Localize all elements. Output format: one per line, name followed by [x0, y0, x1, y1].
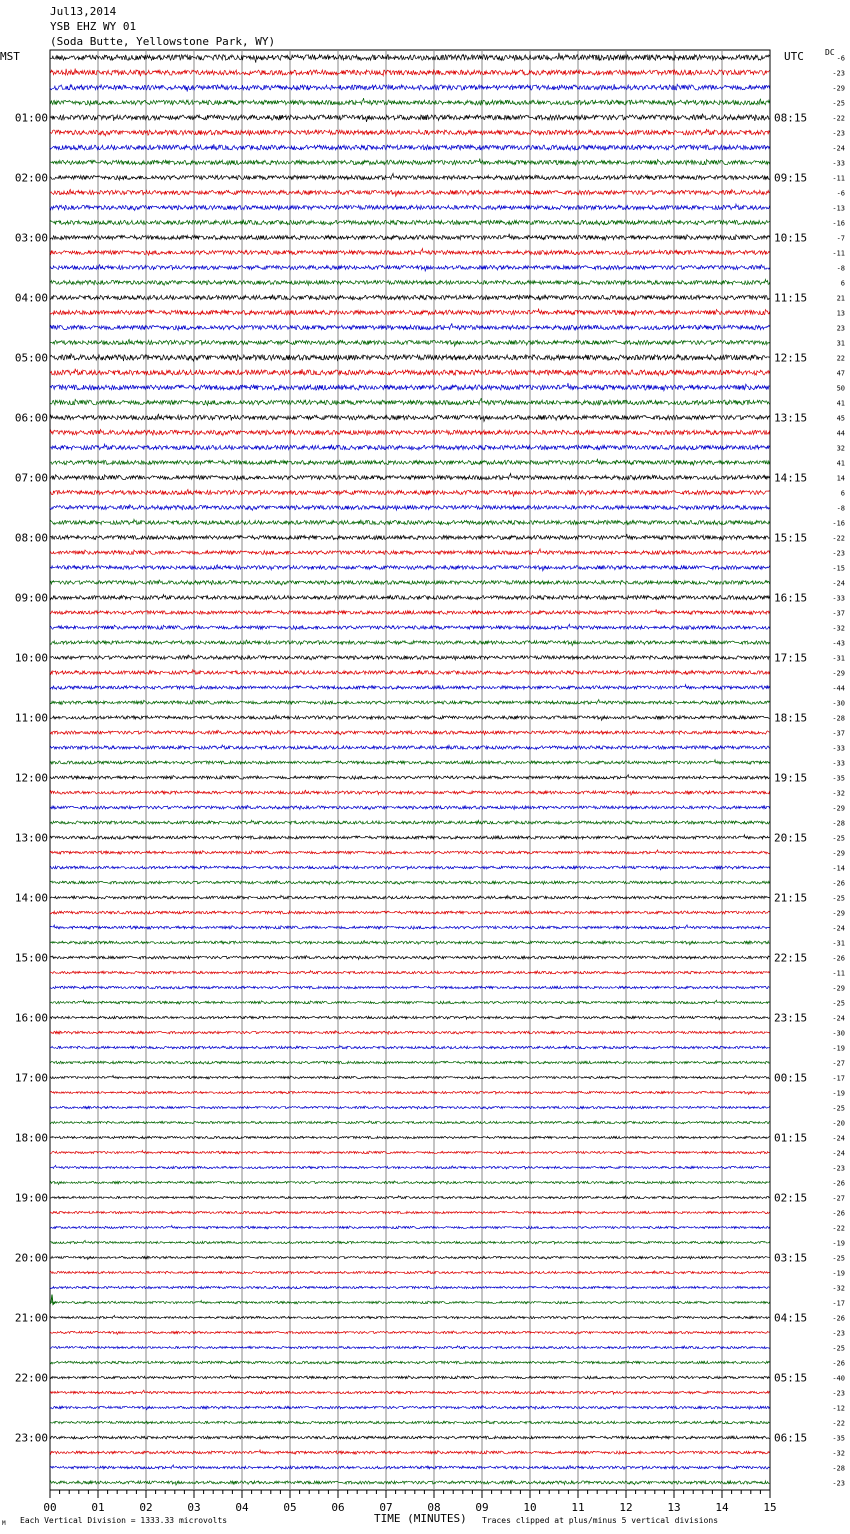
dc-offset-value: 50	[836, 384, 845, 393]
x-axis-title: TIME (MINUTES)	[374, 1512, 467, 1525]
right-hour-label: 14:15	[774, 471, 808, 485]
right-hour-label: 22:15	[774, 951, 808, 965]
seismic-trace	[50, 715, 770, 720]
seismic-trace	[50, 505, 770, 511]
dc-offset-value: -24	[832, 1149, 845, 1158]
seismic-trace	[50, 1450, 770, 1454]
x-tick-label: 11	[571, 1501, 585, 1514]
x-tick-label: 08	[427, 1501, 441, 1514]
dc-offset-value: -11	[832, 174, 845, 183]
dc-offset-value: 6	[840, 489, 845, 498]
dc-offset-value: -23	[832, 1329, 845, 1338]
dc-offset-value: -19	[832, 1239, 845, 1248]
dc-offset-value: 23	[836, 324, 845, 333]
seismic-trace	[50, 144, 770, 150]
right-hour-label: 11:15	[774, 291, 808, 305]
dc-offset-value: -27	[832, 1059, 845, 1068]
seismic-trace	[50, 925, 770, 929]
right-hour-label: 17:15	[774, 651, 808, 665]
seismic-trace	[50, 1436, 770, 1439]
left-hour-label: 22:00	[14, 1371, 48, 1385]
x-tick-label: 01	[91, 1501, 105, 1514]
x-tick-label: 13	[667, 1501, 681, 1514]
right-hour-label: 23:15	[774, 1011, 808, 1025]
seismic-trace	[50, 1271, 770, 1274]
left-hour-label: 10:00	[14, 651, 48, 665]
dc-offset-value: 32	[836, 444, 845, 453]
station-location: (Soda Butte, Yellowstone Park, WY)	[50, 35, 276, 48]
seismic-trace	[50, 53, 770, 63]
dc-offset-value: -31	[832, 939, 845, 948]
seismic-trace	[50, 383, 770, 391]
left-hour-label: 21:00	[14, 1311, 48, 1325]
seismic-trace	[50, 986, 770, 989]
x-tick-label: 05	[283, 1501, 297, 1514]
seismic-trace	[50, 866, 770, 870]
left-hour-label: 20:00	[14, 1251, 48, 1265]
right-hour-label: 13:15	[774, 411, 808, 425]
seismic-trace	[50, 1181, 770, 1185]
dc-offset-value: -25	[832, 99, 845, 108]
x-tick-label: 12	[619, 1501, 633, 1514]
left-hour-label: 05:00	[14, 351, 48, 365]
left-hour-label: 09:00	[14, 591, 48, 605]
seismic-trace	[50, 895, 770, 899]
dc-offset-value: -29	[832, 909, 845, 918]
dc-offset-value: -25	[832, 1344, 845, 1353]
left-hour-label: 08:00	[14, 531, 48, 545]
left-hour-label: 19:00	[14, 1191, 48, 1205]
seismic-trace	[50, 1106, 770, 1109]
dc-offset-value: -35	[832, 1434, 845, 1443]
seismic-trace	[50, 204, 770, 210]
dc-offset-value: -23	[832, 129, 845, 138]
dc-offset-value: -43	[832, 639, 845, 648]
dc-offset-value: -26	[832, 1314, 845, 1323]
x-tick-label: 15	[763, 1501, 777, 1514]
dc-offset-value: -33	[832, 759, 845, 768]
clip-note: Traces clipped at plus/minus 5 vertical divisions	[482, 1516, 719, 1525]
seismic-trace	[50, 1375, 770, 1379]
seismic-trace	[50, 1286, 770, 1289]
seismic-trace	[50, 354, 770, 361]
dc-offset-value: -31	[832, 654, 845, 663]
dc-offset-value: -24	[832, 1014, 845, 1023]
seismic-trace	[50, 249, 770, 256]
seismic-trace	[50, 595, 770, 600]
seismic-trace	[50, 98, 770, 105]
dc-offset-value: -11	[832, 969, 845, 978]
seismic-trace	[50, 881, 770, 885]
x-tick-label: 07	[379, 1501, 393, 1514]
seismic-trace	[50, 549, 770, 555]
dc-offset-value: -24	[832, 1134, 845, 1143]
right-hour-label: 21:15	[774, 891, 808, 905]
left-hour-label: 23:00	[14, 1431, 48, 1445]
seismic-trace	[50, 609, 770, 614]
dc-offset-value: -33	[832, 159, 845, 168]
dc-offset-value: -8	[836, 504, 845, 513]
seismic-trace	[50, 459, 770, 466]
seismic-trace	[50, 700, 770, 705]
seismic-trace	[50, 1256, 770, 1260]
seismic-trace	[50, 1481, 770, 1486]
right-hour-label: 12:15	[774, 351, 808, 365]
seismic-trace	[50, 295, 770, 300]
left-hour-label: 04:00	[14, 291, 48, 305]
seismic-trace	[50, 339, 770, 346]
seismic-trace	[50, 414, 770, 421]
dc-offset-value: -14	[832, 864, 845, 873]
dc-offset-value: -26	[832, 1209, 845, 1218]
seismic-trace	[50, 234, 770, 241]
dc-offset-value: -19	[832, 1269, 845, 1278]
seismic-trace	[50, 1000, 770, 1004]
dc-offset-value: -24	[832, 144, 845, 153]
seismic-trace	[50, 1331, 770, 1335]
left-hour-label: 06:00	[14, 411, 48, 425]
dc-offset-value: -35	[832, 774, 845, 783]
seismic-trace	[50, 956, 770, 960]
right-hour-label: 08:15	[774, 111, 808, 125]
x-tick-label: 14	[715, 1501, 729, 1514]
left-hour-label: 12:00	[14, 771, 48, 785]
seismic-trace	[50, 1361, 770, 1364]
dc-offset-value: 21	[836, 294, 845, 303]
dc-offset-value: 22	[836, 354, 845, 363]
seismic-trace	[50, 911, 770, 914]
seismic-trace	[50, 1406, 770, 1410]
seismic-trace	[50, 309, 770, 316]
seismic-trace	[50, 685, 770, 690]
left-hour-label: 01:00	[14, 111, 48, 125]
seismic-trace	[50, 474, 770, 481]
scale-note: Each Vertical Division = 1333.33 microvolts	[20, 1516, 228, 1525]
seismic-trace	[50, 84, 770, 91]
seismic-trace	[50, 624, 770, 630]
dc-offset-value: -16	[832, 219, 845, 228]
dc-offset-value: -29	[832, 849, 845, 858]
dc-offset-value: -13	[832, 204, 845, 213]
seismic-trace	[50, 1301, 770, 1304]
seismic-trace	[50, 174, 770, 181]
dc-offset-value: -28	[832, 819, 845, 828]
dc-offset-value: -26	[832, 954, 845, 963]
dc-offset-value: -23	[832, 1164, 845, 1173]
seismic-trace	[50, 189, 770, 196]
left-hour-label: 03:00	[14, 231, 48, 245]
seismic-trace	[50, 1346, 770, 1349]
x-tick-label: 10	[523, 1501, 537, 1514]
right-hour-label: 05:15	[774, 1371, 808, 1385]
dc-offset-value: -23	[832, 1479, 845, 1488]
dc-offset-value: -19	[832, 1089, 845, 1098]
right-hour-label: 18:15	[774, 711, 808, 725]
x-tick-label: 00	[43, 1501, 57, 1514]
seismic-trace	[50, 159, 770, 166]
dc-offset-value: -16	[832, 519, 845, 528]
seismic-trace	[50, 114, 770, 122]
dc-offset-value: 41	[836, 459, 845, 468]
left-hour-label: 11:00	[14, 711, 48, 725]
dc-offset-value: -17	[832, 1299, 845, 1308]
seismic-trace	[50, 565, 770, 571]
seismic-trace	[50, 1091, 770, 1095]
dc-offset-value: 44	[836, 429, 845, 438]
dc-offset-label: DC	[825, 48, 835, 57]
right-hour-label: 06:15	[774, 1431, 808, 1445]
dc-offset-value: -23	[832, 1389, 845, 1398]
dc-offset-value: -6	[836, 54, 845, 63]
dc-offset-value: -37	[832, 609, 845, 618]
seismic-trace	[50, 655, 770, 660]
dc-offset-value: -25	[832, 834, 845, 843]
dc-offset-value: -29	[832, 984, 845, 993]
station-code: YSB EHZ WY 01	[50, 20, 137, 33]
dc-offset-value: -33	[832, 594, 845, 603]
dc-offset-value: 14	[836, 474, 845, 483]
dc-offset-value: -19	[832, 1044, 845, 1053]
seismic-trace	[50, 1240, 770, 1244]
seismic-trace	[50, 1315, 770, 1319]
seismic-trace	[50, 1196, 770, 1199]
seismic-trace	[50, 69, 770, 77]
left-hour-label: 07:00	[14, 471, 48, 485]
right-hour-label: 15:15	[774, 531, 808, 545]
dc-offset-value: -30	[832, 1029, 845, 1038]
right-hour-label: 03:15	[774, 1251, 808, 1265]
dc-offset-value: -25	[832, 999, 845, 1008]
seismic-trace	[50, 534, 770, 540]
seismic-trace	[50, 1121, 770, 1124]
dc-offset-value: 6	[840, 279, 845, 288]
dc-offset-value: -30	[832, 699, 845, 708]
dc-offset-value: -25	[832, 1254, 845, 1263]
dc-offset-value: -32	[832, 624, 845, 633]
seismic-trace	[50, 941, 770, 945]
right-hour-label: 01:15	[774, 1131, 808, 1145]
dc-offset-value: -29	[832, 804, 845, 813]
dc-offset-value: 31	[836, 339, 845, 348]
x-tick-label: 04	[235, 1501, 249, 1514]
seismic-trace	[50, 775, 770, 780]
dc-offset-value: -7	[836, 234, 845, 243]
dc-offset-value: -22	[832, 1224, 845, 1233]
seismic-trace	[50, 580, 770, 585]
seismic-trace	[50, 279, 770, 285]
right-hour-label: 20:15	[774, 831, 808, 845]
dc-offset-value: -44	[832, 684, 845, 693]
right-hour-label: 16:15	[774, 591, 808, 605]
dc-offset-value: -12	[832, 1404, 845, 1413]
seismic-trace	[50, 398, 770, 405]
seismic-trace	[50, 850, 770, 854]
dc-offset-value: -23	[832, 69, 845, 78]
dc-offset-value: 47	[836, 369, 845, 378]
corner-mark: M	[2, 1520, 6, 1527]
dc-offset-value: -27	[832, 1194, 845, 1203]
seismic-trace	[50, 220, 770, 225]
seismic-trace	[50, 835, 770, 839]
x-tick-label: 03	[187, 1501, 201, 1514]
seismic-trace	[50, 1061, 770, 1064]
seismic-trace	[50, 1046, 770, 1049]
left-hour-label: 17:00	[14, 1071, 48, 1085]
seismic-trace	[50, 444, 770, 450]
seismic-trace	[50, 730, 770, 734]
left-hour-label: 16:00	[14, 1011, 48, 1025]
seismic-trace	[50, 1226, 770, 1229]
dc-offset-value: 45	[836, 414, 845, 423]
dc-offset-value: -25	[832, 1104, 845, 1113]
dc-offset-value: -33	[832, 744, 845, 753]
right-hour-label: 19:15	[774, 771, 808, 785]
seismic-trace	[50, 489, 770, 496]
seismic-trace	[50, 1151, 770, 1154]
dc-offset-value: -29	[832, 84, 845, 93]
left-hour-label: 02:00	[14, 171, 48, 185]
right-hour-label: 04:15	[774, 1311, 808, 1325]
left-timezone-label: MST	[0, 50, 20, 63]
dc-offset-value: -32	[832, 1284, 845, 1293]
x-tick-label: 09	[475, 1501, 489, 1514]
right-hour-label: 02:15	[774, 1191, 808, 1205]
dc-offset-value: 41	[836, 399, 845, 408]
seismic-trace	[50, 1165, 770, 1169]
dc-offset-value: -28	[832, 1464, 845, 1473]
left-hour-label: 14:00	[14, 891, 48, 905]
plot-date: Jul13,2014	[50, 5, 117, 18]
dc-offset-value: -32	[832, 789, 845, 798]
dc-offset-value: 13	[836, 309, 845, 318]
seismic-trace	[50, 129, 770, 136]
right-hour-label: 00:15	[774, 1071, 808, 1085]
dc-offset-value: -17	[832, 1074, 845, 1083]
dc-offset-value: -40	[832, 1374, 845, 1383]
seismic-trace	[50, 1211, 770, 1214]
seismic-trace	[50, 670, 770, 675]
seismic-trace	[50, 369, 770, 376]
dc-offset-value: -22	[832, 534, 845, 543]
seismic-trace	[50, 971, 770, 974]
dc-offset-value: -20	[832, 1119, 845, 1128]
right-timezone-label: UTC	[784, 50, 804, 63]
seismic-trace	[50, 760, 770, 764]
dc-offset-value: -24	[832, 579, 845, 588]
seismic-trace	[50, 430, 770, 436]
dc-offset-value: -32	[832, 1449, 845, 1458]
seismic-trace	[50, 790, 770, 795]
seismic-trace	[50, 1031, 770, 1034]
dc-offset-value: -15	[832, 564, 845, 573]
seismic-trace	[50, 806, 770, 810]
seismic-trace	[50, 323, 770, 330]
dc-offset-value: -23	[832, 549, 845, 558]
left-hour-label: 15:00	[14, 951, 48, 965]
dc-offset-value: -8	[836, 264, 845, 273]
seismic-trace	[50, 820, 770, 824]
dc-offset-value: -37	[832, 729, 845, 738]
x-tick-label: 02	[139, 1501, 153, 1514]
seismic-trace	[50, 1136, 770, 1139]
seismic-trace	[50, 1075, 770, 1079]
seismic-trace	[50, 265, 770, 271]
dc-offset-value: -22	[832, 114, 845, 123]
seismic-trace	[50, 745, 770, 749]
seismic-trace	[50, 1421, 770, 1424]
dc-offset-value: -26	[832, 879, 845, 888]
dc-offset-value: -26	[832, 1179, 845, 1188]
dc-offset-value: -26	[832, 1359, 845, 1368]
seismic-trace	[50, 1465, 770, 1469]
seismic-trace	[50, 1390, 770, 1394]
seismic-trace	[50, 640, 770, 646]
right-hour-label: 10:15	[774, 231, 808, 245]
left-hour-label: 18:00	[14, 1131, 48, 1145]
dc-offset-value: -6	[836, 189, 845, 198]
dc-offset-value: -11	[832, 249, 845, 258]
right-hour-label: 09:15	[774, 171, 808, 185]
seismic-trace	[50, 519, 770, 524]
dc-offset-value: -22	[832, 1419, 845, 1428]
dc-offset-value: -29	[832, 669, 845, 678]
event-spike	[51, 1295, 55, 1305]
left-hour-label: 13:00	[14, 831, 48, 845]
dc-offset-value: -28	[832, 714, 845, 723]
dc-offset-value: -24	[832, 924, 845, 933]
seismic-trace	[50, 1016, 770, 1020]
x-tick-label: 06	[331, 1501, 345, 1514]
dc-offset-value: -25	[832, 894, 845, 903]
